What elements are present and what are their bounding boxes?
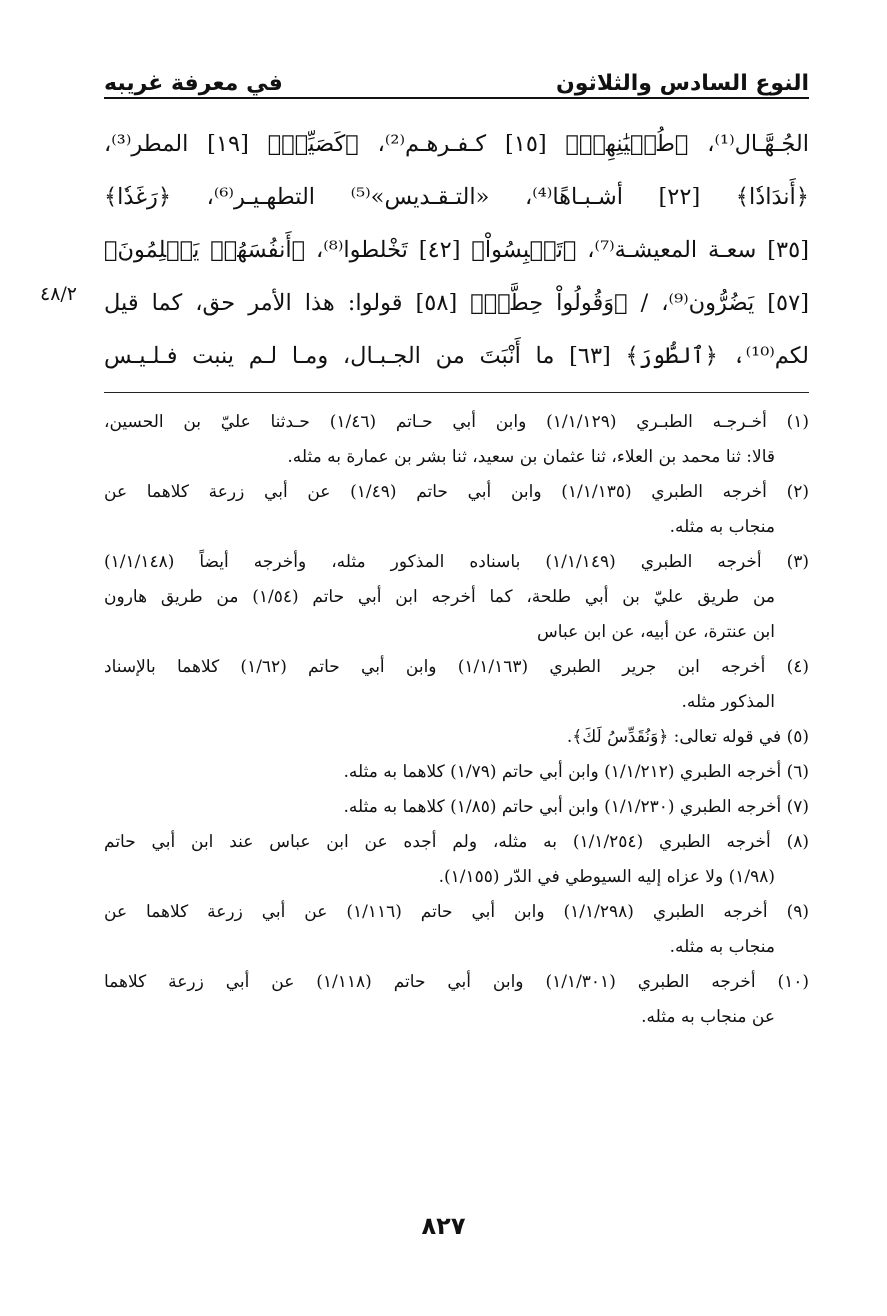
footnote-line: (٤) أخرجه ابن جرير الطبري (١/١/١٦٣) وابن أبي حاتم (١/٦٢) كلاهما بالإسناد xyxy=(104,657,810,677)
footnote-line: (١/٩٨) ولا عزاه إليه السيوطي في الدّر (١/١٥٥). xyxy=(438,867,775,887)
page-number: ٨٢٧ xyxy=(421,1212,466,1240)
main-text-line: ﴿أَندَادٗا﴾ [٢٢] أشـبـاهًا⁽⁴⁾، «التـقـديس»⁽⁵⁾ التطهـيـر⁽⁶⁾، ﴿رَغَدٗا﴾ xyxy=(104,184,809,210)
footnote xyxy=(104,650,809,720)
main-text-line: [٥٧] يَضُرُّون⁽⁹⁾، / ﴿وَقُولُواْ حِطَّةٞ﴾ [٥٨] قولوا: هذا الأمر حق، كما قيل xyxy=(104,290,809,316)
footnote xyxy=(104,895,809,965)
footnote xyxy=(104,755,809,790)
footnote xyxy=(104,825,809,895)
footnote-line: قالا: ثنا محمد بن العلاء، ثنا عثمان بن سعيد، ثنا بشر بن عمارة به مثله. xyxy=(287,447,775,467)
footnote-line: (٥) في قوله تعالى: ﴿وَنُقَدِّسُ لَكَ﴾. xyxy=(566,727,809,747)
footnote xyxy=(104,545,809,650)
section-title: في معرفة غريبه xyxy=(104,71,283,96)
footnote-line: من طريق عليّ بن أبي طلحة، كما أخرجه ابن أبي حاتم (١/٥٤) من طريق هارون xyxy=(104,587,775,607)
footnotes xyxy=(104,405,809,1035)
footnote-line: ابن عنترة، عن أبيه، عن ابن عباس xyxy=(537,622,775,642)
footnote-line: (٦) أخرجه الطبري (١/١/٢١٢) وابن أبي حاتم (١/٧٩) كلاهما به مثله. xyxy=(343,762,809,782)
main-text-line: [٣٥] سعـة المعيشـة⁽⁷⁾، ﴿تَلۡبِسُواْ﴾ [٤٢] تَخْلطوا⁽⁸⁾، ﴿أَنفُسَهُمۡ يَظۡلِمُونَ﴾ xyxy=(104,237,809,263)
footnote xyxy=(104,720,809,755)
footnote-line: المذكور مثله. xyxy=(681,692,775,712)
footnote xyxy=(104,790,809,825)
footnote-line: (٩) أخرجه الطبري (١/١/٢٩٨) وابن أبي حاتم (١/١١٦) عن أبي زرعة كلاهما عن xyxy=(104,902,809,922)
footnote-line: (٢) أخرجه الطبري (١/١/١٣٥) وابن أبي حاتم (١/٤٩) عن أبي زرعة كلاهما عن xyxy=(104,482,809,502)
margin-page-reference: ٤٨/٢ xyxy=(40,283,78,305)
main-text xyxy=(104,118,809,383)
footnote-divider xyxy=(104,392,809,393)
footnote-line: منجاب به مثله. xyxy=(669,517,775,537)
chapter-title: النوع السادس والثلاثون xyxy=(555,71,809,96)
footnote-line: (١) أخـرجـه الطبـري (١/١/١٢٩) وابن أبي حـاتم (١/٤٦) حـدثنا عليّ بن الحسين، xyxy=(104,412,809,432)
main-text-line: لكم⁽¹⁰⁾، ﴿ٱلطُّورَ﴾ [٦٣] ما أَنْبَتَ من الجـبـال، ومـا لـم ينبت فـلـيـس xyxy=(104,343,810,369)
footnote xyxy=(104,405,809,475)
footnote xyxy=(104,965,809,1035)
footnote-line: عن منجاب به مثله. xyxy=(641,1007,775,1027)
footnote-line: (٨) أخرجه الطبري (١/١/٢٥٤) به مثله، ولم أجده عن ابن عباس عند ابن أبي حاتم xyxy=(104,832,809,852)
footnote-line: (١٠) أخرجه الطبري (١/١/٣٠١) وابن أبي حاتم (١/١١٨) عن أبي زرعة كلاهما xyxy=(104,972,810,992)
footnote-line: (٣) أخرجه الطبري (١/١/١٤٩) باسناده المذكور مثله، وأخرجه أيضاً (١/١/١٤٨) xyxy=(104,552,810,572)
footnote-line: (٧) أخرجه الطبري (١/١/٢٣٠) وابن أبي حاتم (١/٨٥) كلاهما به مثله. xyxy=(343,797,809,817)
footnote-line: منجاب به مثله. xyxy=(669,937,775,957)
running-header xyxy=(104,52,809,96)
header-divider xyxy=(104,97,809,99)
footnote xyxy=(104,475,809,545)
main-text-line: الجُـهَّـال⁽¹⁾، ﴿طُغۡيَٰنِهِمۡ﴾ [١٥] كـفـرهـم⁽²⁾، ﴿كَصَيِّبٖ﴾ [١٩] المطر⁽³⁾، xyxy=(104,131,809,157)
